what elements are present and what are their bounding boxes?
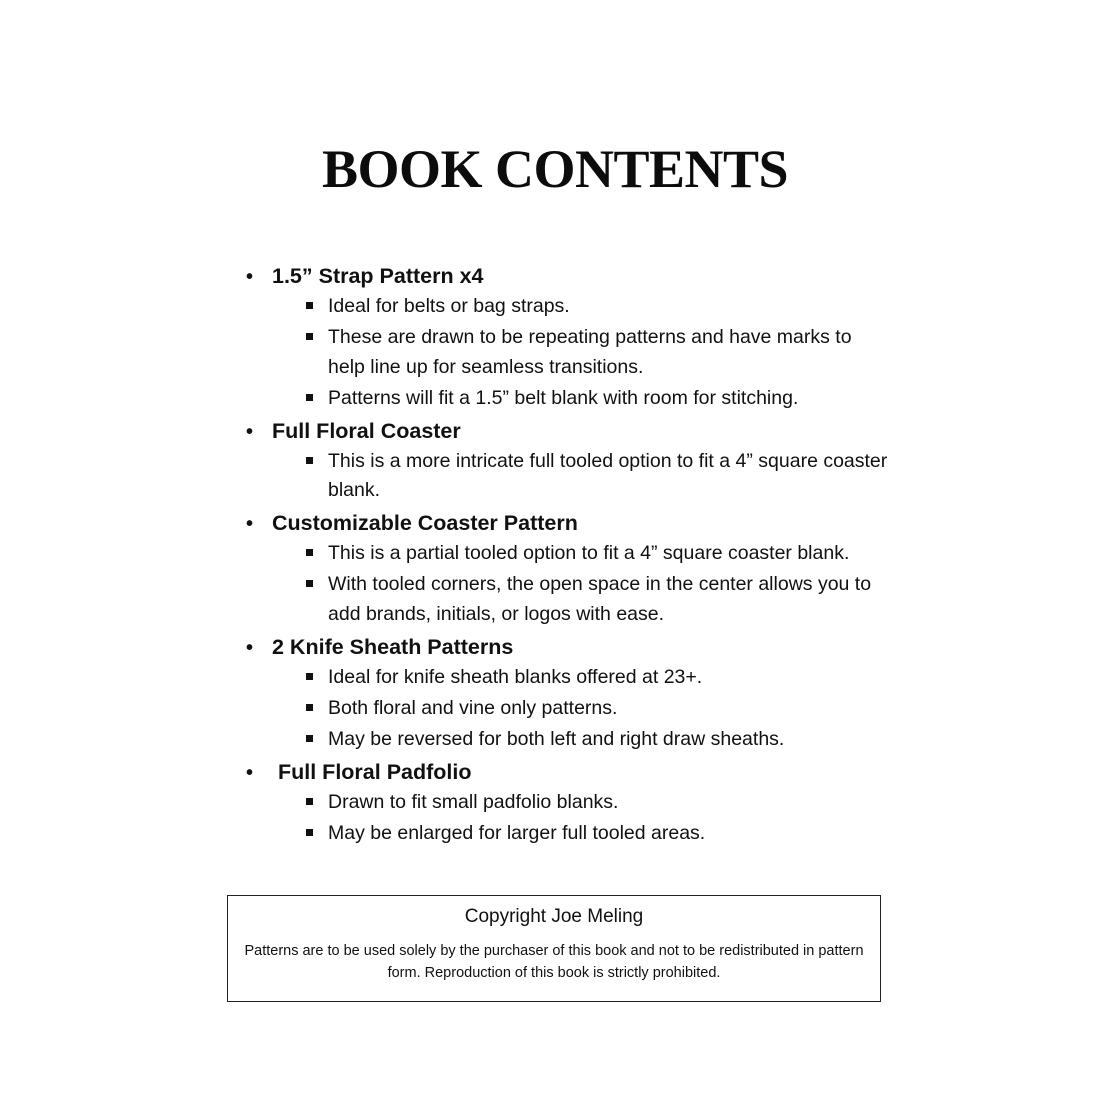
copyright-title: Copyright Joe Meling	[464, 906, 644, 927]
square-bullet-icon	[304, 447, 328, 477]
bullet-dot-icon: •	[246, 513, 254, 535]
square-bullet-icon	[304, 539, 328, 569]
section-heading	[246, 415, 906, 447]
bullet-dot-icon: •	[246, 266, 254, 288]
section-title: Full Floral Padfolio	[278, 759, 472, 784]
list-item	[304, 323, 906, 382]
section-strap-pattern	[246, 260, 906, 413]
list-item	[304, 788, 906, 818]
section-title: 2 Knife Sheath Patterns	[272, 634, 514, 659]
list-item-text: With tooled corners, the open space in the center allows you to add brands, initials, or logos with ease.	[328, 573, 872, 625]
square-bullet-icon	[304, 663, 328, 693]
list-item-text: Drawn to fit small padfolio blanks.	[328, 790, 619, 813]
copyright-box	[227, 895, 881, 1002]
list-item	[304, 447, 906, 506]
section-heading	[246, 756, 906, 788]
square-bullet-icon	[304, 292, 328, 322]
section-title: 1.5” Strap Pattern x4	[272, 264, 484, 288]
sub-list	[246, 539, 906, 629]
copyright-notice: Patterns are to be used solely by the purchaser of this book and not to be redistributed in pattern form. Reproduction of this book is strictly prohibited.	[244, 943, 864, 981]
sub-list	[246, 788, 906, 849]
list-item-text: Ideal for knife sheath blanks offered at 23+.	[328, 665, 703, 688]
list-item-text: This is a partial tooled option to fit a 4” square coaster blank.	[328, 542, 850, 564]
list-item	[304, 292, 906, 322]
section-title: Full Floral Coaster	[272, 418, 461, 443]
sub-list	[246, 663, 906, 755]
section-heading	[246, 260, 906, 292]
list-item-text: These are drawn to be repeating patterns and have marks to help line up for seamless transitions.	[328, 326, 852, 378]
sub-list	[246, 292, 906, 413]
list-item-text: Both floral and vine only patterns.	[328, 696, 618, 719]
section-heading	[246, 631, 906, 663]
list-item	[304, 819, 906, 849]
list-item	[304, 663, 906, 693]
section-full-floral-coaster	[246, 415, 906, 506]
section-knife-sheath	[246, 631, 906, 755]
list-item-text: Patterns will fit a 1.5” belt blank with room for stitching.	[328, 386, 799, 409]
list-item	[304, 570, 906, 629]
square-bullet-icon	[304, 323, 328, 353]
list-item	[304, 694, 906, 724]
section-customizable-coaster	[246, 507, 906, 629]
list-item-text: This is a more intricate full tooled option to fit a 4” square coaster blank.	[328, 449, 888, 501]
contents-list	[246, 260, 906, 850]
list-item	[304, 725, 906, 755]
square-bullet-icon	[304, 725, 328, 755]
list-item-text: Ideal for belts or bag straps.	[328, 295, 570, 317]
bullet-dot-icon: •	[246, 761, 254, 784]
square-bullet-icon	[304, 788, 328, 818]
bullet-dot-icon: •	[246, 420, 254, 443]
list-item-text: May be reversed for both left and right draw sheaths.	[328, 727, 785, 750]
list-item	[304, 384, 906, 414]
section-heading	[246, 507, 906, 539]
sub-list	[246, 447, 906, 506]
section-padfolio	[246, 756, 906, 849]
list-item-text: May be enlarged for larger full tooled areas.	[328, 821, 706, 844]
square-bullet-icon	[304, 570, 328, 600]
bullet-dot-icon: •	[246, 636, 254, 659]
square-bullet-icon	[304, 384, 328, 414]
list-item	[304, 539, 906, 569]
square-bullet-icon	[304, 819, 328, 849]
page-title: BOOK CONTENTS	[321, 139, 789, 199]
square-bullet-icon	[304, 694, 328, 724]
section-title: Customizable Coaster Pattern	[272, 511, 578, 535]
